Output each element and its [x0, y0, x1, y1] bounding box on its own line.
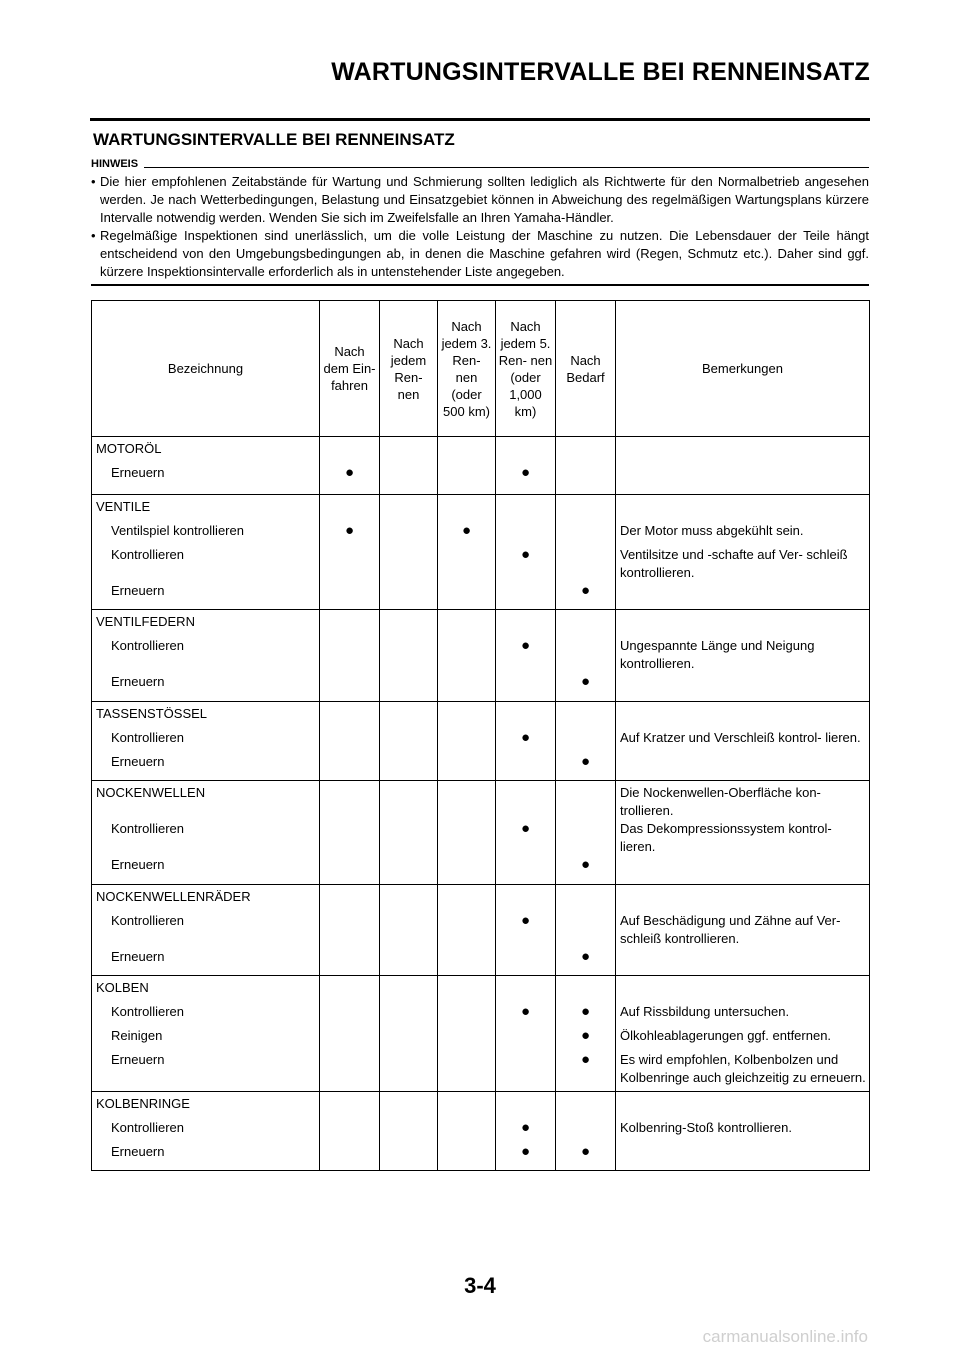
table-row-label: Kontrollieren: [92, 729, 320, 753]
table-row-label: Kontrollieren: [92, 637, 320, 673]
table-row-label: Erneuern: [92, 673, 320, 697]
note-text: Die hier empfohlenen Zeitabstände für Wartung und Schmierung sollten lediglich als Richtwerte für den Normalbetrieb angesehen werden. Je nach Wetterbedingungen, Belastung und Einsatzgebiet können in Abweichung des regelmäßigen Wartungsplans kürzere Intervalle notwendig werden. Wenden Sie sich im Zweifelsfalle an Ihren Yamaha-Händler.: [100, 174, 869, 225]
group-tassenstoessel: [92, 701, 870, 781]
note-bottom-rule: [91, 284, 869, 286]
page-number: 3-4: [464, 1273, 496, 1298]
table-row-label: Erneuern: [92, 464, 320, 488]
note-rule: [91, 167, 869, 168]
dot-mark: ●: [556, 753, 616, 777]
header-rule: [90, 118, 870, 121]
dot-mark: ●: [556, 856, 616, 880]
note-box: [91, 157, 869, 281]
group-ventile: [92, 494, 870, 610]
header-every-5th-race: Nach jedem 5. Ren- nen (oder 1,000 km): [496, 301, 556, 437]
table-row-label: Reinigen: [92, 1027, 320, 1051]
note-head: [91, 157, 869, 171]
table-row-label: Ventilspiel kontrollieren: [92, 522, 320, 546]
dot-mark: ●: [320, 522, 380, 546]
header-remarks: Bemerkungen: [616, 301, 870, 437]
header-every-3rd-race: Nach jedem 3. Ren- nen (oder 500 km): [438, 301, 496, 437]
dot-mark: ●: [438, 522, 496, 546]
note-label: HINWEIS: [91, 157, 144, 171]
section-title: WARTUNGSINTERVALLE BEI RENNEINSATZ: [93, 130, 455, 149]
group-title: KOLBEN: [92, 976, 320, 1004]
table-row-remark: Es wird empfohlen, Kolbenbolzen und Kolbenringe auch gleichzeitig zu erneuern.: [616, 1051, 870, 1087]
table-row-remark: Ungespannte Länge und Neigung kontrollieren.: [616, 637, 870, 673]
dot-mark: ●: [556, 1051, 616, 1087]
table-row-label: Erneuern: [92, 856, 320, 880]
dot-mark: ●: [496, 1143, 556, 1167]
group-nockenwellenraeder: [92, 884, 870, 976]
table-row-label: Kontrollieren: [92, 1003, 320, 1027]
table-row-remark: Ölkohleablagerungen ggf. entfernen.: [616, 1027, 870, 1051]
note-text: Regelmäßige Inspektionen sind unerlässlich, um die volle Leistung der Maschine zu nutzen. Die Lebensdauer der Teile hängt entscheidend von den Umgebungsbedingungen ab, in denen die Maschine gefahren wird (Regen, Schmutz etc.). Daher sind ggf. kürzere Inspektionsintervalle erforderlich als in untenstehender Liste angegeben.: [100, 228, 869, 279]
dot-mark: ●: [556, 1143, 616, 1167]
table-row-label: Erneuern: [92, 1143, 320, 1167]
dot-mark: ●: [496, 637, 556, 673]
table-row-label: Kontrollieren: [92, 1119, 320, 1143]
table-row-remark: Das Dekompressionssystem kontrol- lieren.: [616, 820, 870, 856]
dot-mark: ●: [556, 1003, 616, 1027]
table-row-label: Erneuern: [92, 753, 320, 777]
table-row-remark: Auf Rissbildung untersuchen.: [616, 1003, 870, 1027]
group-ventilfedern: [92, 610, 870, 702]
group-title: TASSENSTÖSSEL: [92, 701, 320, 729]
table-row-label: Erneuern: [92, 1051, 320, 1087]
dot-mark: ●: [556, 582, 616, 606]
group-title: KOLBENRINGE: [92, 1091, 320, 1119]
dot-mark: ●: [496, 820, 556, 856]
group-title: VENTILE: [92, 494, 320, 522]
dot-mark: ●: [496, 464, 556, 488]
watermark: carmanualsonline.info: [702, 1327, 868, 1346]
dot-mark: ●: [556, 948, 616, 972]
dot-mark: ●: [496, 546, 556, 582]
note-list: [91, 173, 869, 281]
table-row-remark: Die Nockenwellen-Oberfläche kon- trollieren.: [616, 781, 870, 821]
group-title: MOTORÖL: [92, 437, 320, 465]
group-motoroel: [92, 437, 870, 495]
table-row-remark: Der Motor muss abgekühlt sein.: [616, 522, 870, 546]
dot-mark: ●: [496, 1003, 556, 1027]
bullet: •: [91, 228, 96, 243]
note-item: [91, 227, 869, 281]
dot-mark: ●: [496, 729, 556, 753]
table-row-remark: Ventilsitze und -schafte auf Ver- schleiß kontrollieren.: [616, 546, 870, 582]
table-row-label: Kontrollieren: [92, 912, 320, 948]
table-row-label: Kontrollieren: [92, 820, 320, 856]
table-header-row: [92, 301, 870, 437]
dot-mark: ●: [320, 464, 380, 488]
dot-mark: ●: [556, 1027, 616, 1051]
group-title: NOCKENWELLENRÄDER: [92, 884, 320, 912]
dot-mark: ●: [496, 912, 556, 948]
group-title: NOCKENWELLEN: [92, 781, 320, 821]
page-title: WARTUNGSINTERVALLE BEI RENNEINSATZ: [331, 58, 870, 86]
dot-mark: ●: [496, 1119, 556, 1143]
header-name: Bezeichnung: [92, 301, 320, 437]
group-title: VENTILFEDERN: [92, 610, 320, 638]
table-row-remark: Auf Beschädigung und Zähne auf Ver- schleiß kontrollieren.: [616, 912, 870, 948]
bullet: •: [91, 174, 96, 189]
table-row-remark: Auf Kratzer und Verschleiß kontrol- lieren.: [616, 729, 870, 753]
note-item: [91, 173, 869, 227]
maintenance-table: [91, 300, 870, 1171]
page-header: [90, 52, 870, 122]
dot-mark: ●: [556, 673, 616, 697]
header-after-break-in: Nach dem Ein- fahren: [320, 301, 380, 437]
table-row-remark: Kolbenring-Stoß kontrollieren.: [616, 1119, 870, 1143]
group-kolben: [92, 976, 870, 1092]
table-row-label: Erneuern: [92, 582, 320, 606]
table-row-label: Kontrollieren: [92, 546, 320, 582]
group-nockenwellen: [92, 781, 870, 885]
header-every-race: Nach jedem Ren- nen: [380, 301, 438, 437]
group-kolbenringe: [92, 1091, 870, 1171]
header-as-needed: Nach Bedarf: [556, 301, 616, 437]
table-row-label: Erneuern: [92, 948, 320, 972]
